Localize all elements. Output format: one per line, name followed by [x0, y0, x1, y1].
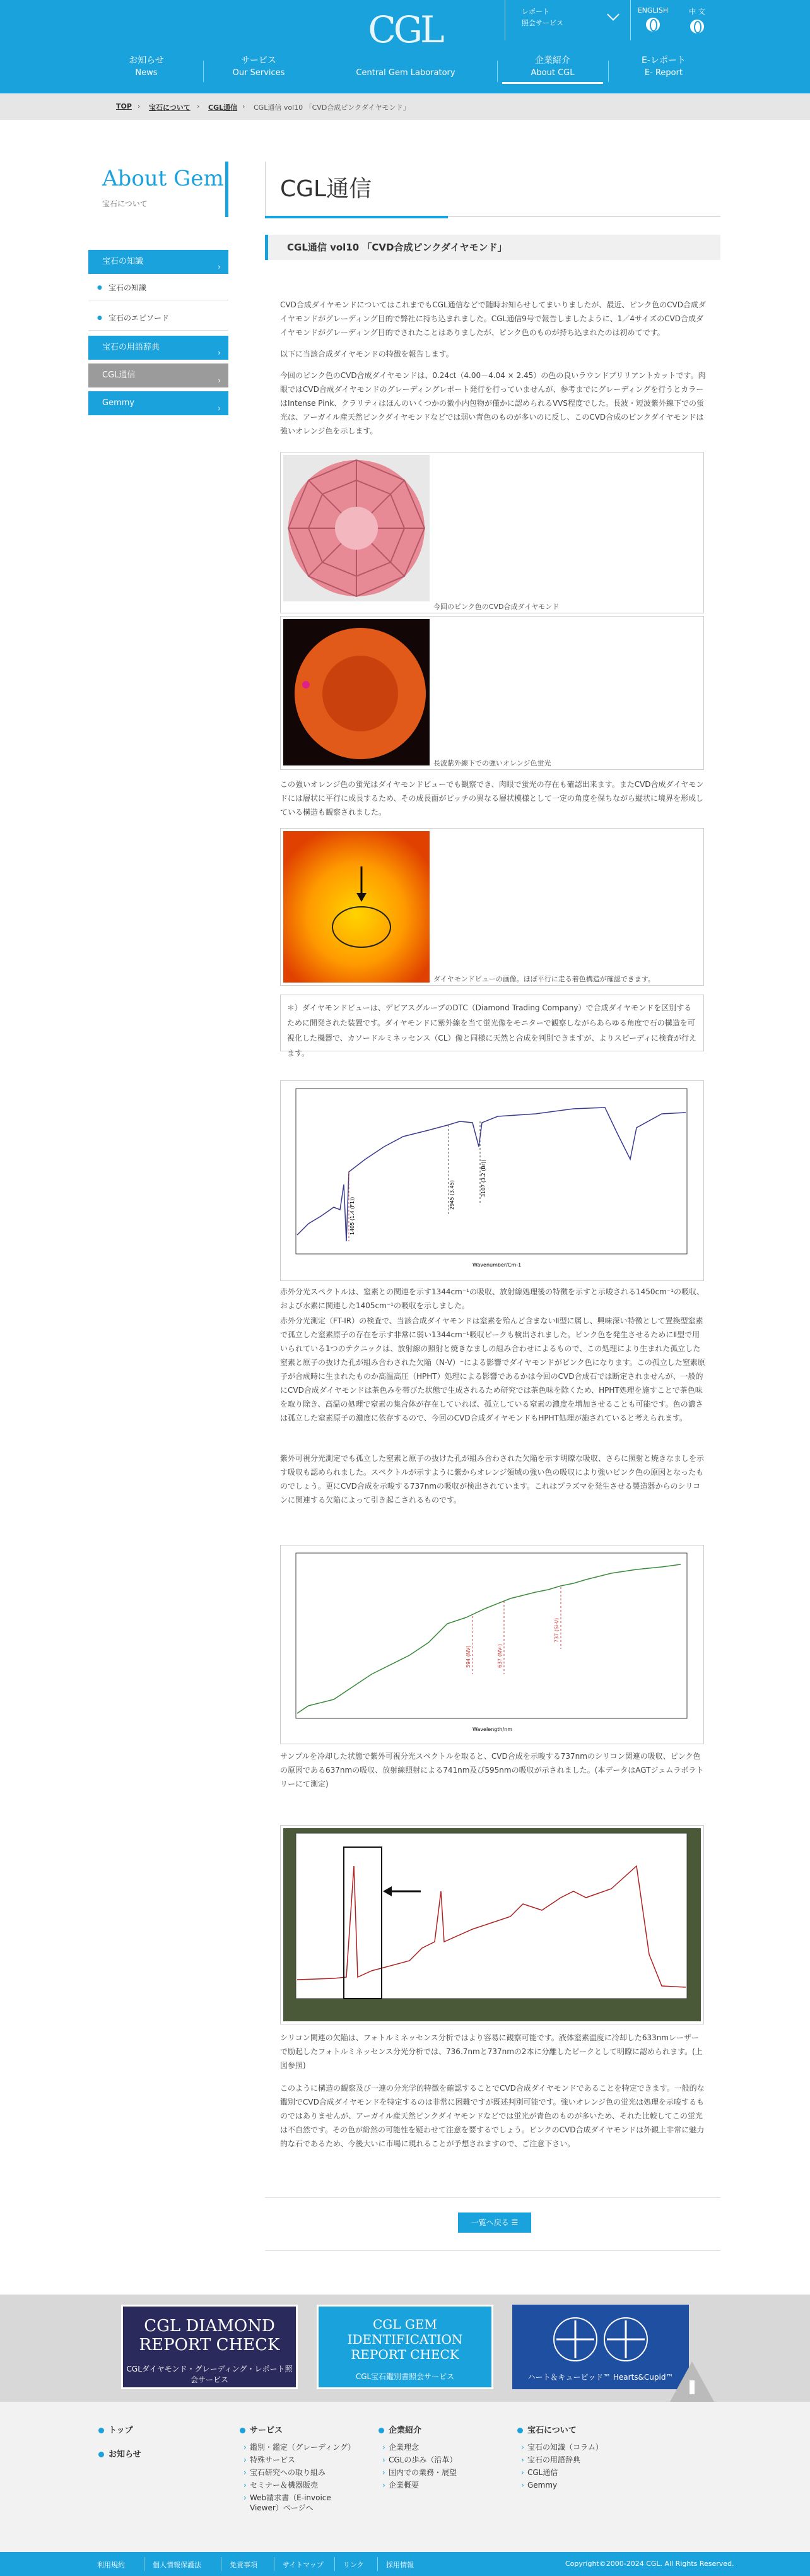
sidebar-item-label: 宝石のエピソード: [109, 314, 170, 322]
sidebar-item-label: CGL通信: [102, 370, 136, 380]
footer-col-about: [379, 2426, 457, 2493]
footer-link[interactable]: › 宝石研究への取り組み: [240, 2467, 355, 2478]
footer-link-sitemap[interactable]: サイトマップ: [283, 2561, 324, 2569]
footer-link[interactable]: › 企業概要: [379, 2480, 457, 2490]
pl-spectrum-chart: [283, 1828, 701, 2021]
banner-title: CGL GEM IDENTIFICATION REPORT CHECK: [347, 2317, 463, 2362]
sidebar-title: About Gem: [102, 166, 224, 191]
paragraph: シリコン関連の欠陥は、フォトルミネッセンス分析ではより容易に観察可能です。液体窒素温度に冷却した633nmレーザーで励起したフォトルミネッセンス分光分析では、736.7nmと737nmの2本に分離したピークとして明瞭に認められます。(上図参照): [280, 2033, 703, 2070]
ir-spectrum-chart: [283, 1084, 701, 1277]
uv-peak-label: 737 (Si-V): [554, 1617, 560, 1643]
breadcrumb-about-gem[interactable]: 宝石について: [149, 103, 191, 112]
nav-services[interactable]: [208, 54, 309, 80]
sidebar-item-cgl-news[interactable]: [88, 363, 228, 387]
title-accent-bar: [265, 216, 448, 218]
paragraph: サンプルを冷却した状態で紫外可視分光スペクトルを取ると、CVD合成を示唆する737nmのシリコン関連の吸収、ピンク色の原因である637nmの吸収、放射線照射による741nm及び595nmの吸収が示されました。(本データはAGTジェムラボラトリーにて測定): [280, 1752, 704, 1788]
banner-subtitle: ハート＆キューピッド™ Hearts&Cupid™: [527, 2373, 674, 2382]
footer-link-recruit[interactable]: 採用情報: [386, 2561, 414, 2569]
nav-news-ja: お知らせ: [129, 56, 164, 66]
banner-title: CGL DIAMOND REPORT CHECK: [139, 2317, 280, 2354]
figure-pink-diamond: [280, 452, 704, 613]
footer-heading[interactable]: 企業紹介: [379, 2426, 457, 2436]
sidebar-item-label: Gemmy: [102, 398, 135, 408]
back-to-list-button[interactable]: 一覧へ戻る ☰: [458, 2213, 531, 2233]
arrow-right-icon: ›: [218, 404, 221, 413]
uv-peak-label: 637 (NV-): [497, 1644, 503, 1668]
divider: [334, 2557, 335, 2571]
footer-link[interactable]: › Web請求書（E-invoice Viewer）ページへ: [240, 2493, 334, 2513]
sidebar-item-gemmy[interactable]: [88, 391, 228, 415]
nav-ereport[interactable]: [613, 54, 714, 80]
logo-mark: CGL: [368, 8, 442, 51]
figure-caption: ダイヤモンドビューの画像。ほぼ平行に走る着色構造が確認できます。: [433, 975, 655, 983]
footer-link[interactable]: › 企業理念: [379, 2442, 457, 2452]
uv-peak-label: 594 (NV): [466, 1645, 471, 1668]
footer-link-terms[interactable]: 利用規約: [97, 2561, 125, 2569]
sidebar-item-glossary[interactable]: [88, 336, 228, 360]
paragraph: CVD合成ダイヤモンドについてはこれまでもCGL通信などで随時お知らせしてまいりましたが、最近、ピンク色のCVD合成ダイヤモンドがグレーディング目的で弊社に持ち込まれました。CGL通信9号で報告しましたように、1／4サイズのCVD合成ダイヤモンドがグレーディング目的でされたことはありましたが、ピンク色のものが持ち込まれたのは初めてです。: [280, 300, 706, 337]
figure-pl-spectrum: [280, 1825, 704, 2024]
lang-english-label: ENGLISH: [637, 6, 669, 15]
footer-link[interactable]: › セミナー＆機器販売: [240, 2480, 355, 2490]
article-title: CGL通信 vol10 「CVD合成ピンクダイヤモンド」: [265, 235, 720, 260]
paragraph: この強いオレンジ色の蛍光はダイヤモンドビューでも観察でき、肉眼で蛍光の存在も確認出来ます。またCVD合成ダイヤモンドには層状に平行に成長するため、その成長面がピッチの異なる層状模様として一定の角度を保ちながら縦状に境界を形成している構造も観察されました。: [280, 780, 704, 817]
site-footer: [0, 2402, 810, 2552]
footer-link-disclaimer[interactable]: 免責事項: [230, 2561, 257, 2569]
footer-link[interactable]: › CGLの歩み（沿革）: [379, 2455, 457, 2465]
footer-link[interactable]: › 鑑別・鑑定（グレーディング）: [240, 2442, 355, 2452]
paragraph: 赤外分光スペクトルは、窒素との関連を示す1344cm⁻¹の吸収、放射線処理後の特徴を示すと示唆される1450cm⁻¹の吸収、および水素に関連した1405cm⁻¹の吸収を示しました。: [280, 1287, 704, 1310]
breadcrumb-sep: ›: [138, 102, 141, 110]
nav-divider: [497, 61, 498, 82]
nav-ereport-en: E- Report: [644, 68, 683, 78]
nav-services-ja: サービス: [241, 56, 276, 66]
divider: [265, 2250, 720, 2251]
footer-heading[interactable]: サービス: [240, 2426, 355, 2436]
nav-divider: [608, 61, 609, 82]
footer-link[interactable]: › 宝石の用語辞典: [517, 2455, 603, 2465]
figure-ir-spectrum: [280, 1080, 704, 1281]
uv-xaxis-label: Wavelength/nm: [472, 1727, 513, 1732]
sidebar-accent-bar: [225, 162, 228, 217]
pink-diamond-image: [283, 455, 430, 601]
site-header: [0, 0, 810, 93]
paragraph: 今回のピンク色のCVD合成ダイヤモンドは、0.24ct（4.00－4.04 × 2.45）の色の良いラウンドブリリアントカットです。肉眼ではCVD合成ダイヤモンドのグレーディングレポート発行を行っていませんが、参考までにグレーディングを行うとカラーはIntense Pink、クラリティはほんのいくつかの微小内包物が僅かに認められるVVS程度でした。長波・短波紫外線下での蛍光は、アーガイル産天然ピンクダイヤモンドなどでは弱い青色のものが多いのに反し、このCVD合成のピンクダイヤモンドは強いオレンジ色を示します。: [280, 371, 706, 435]
uv-spectrum-chart: [283, 1548, 701, 1741]
lang-chinese-link[interactable]: [675, 6, 719, 33]
nav-about-ja: 企業紹介: [535, 56, 570, 66]
lang-chinese-label: 中 文: [689, 8, 705, 16]
ir-peak-label: 3107 (3.2 (Br)): [481, 1159, 486, 1197]
sidebar-subitem-episode[interactable]: [88, 305, 228, 331]
sidebar-item-label: 宝石の知識: [102, 257, 144, 266]
divider: [377, 2557, 378, 2571]
figure-caption: 今回のピンク色のCVD合成ダイヤモンド: [433, 603, 560, 611]
paragraph: 以下に当該合成ダイヤモンドの特徴を報告します。: [280, 350, 454, 358]
footer-link-news[interactable]: お知らせ: [98, 2450, 141, 2460]
footer-link[interactable]: › 国内での業務・展望: [379, 2467, 457, 2478]
nav-services-en: Our Services: [232, 68, 285, 78]
sidebar-item-label: 宝石の知識: [109, 283, 147, 292]
footer-link-privacy[interactable]: 個人情報保護法: [153, 2561, 201, 2569]
ir-peak-label: 2945 (3.45): [449, 1180, 455, 1210]
footer-link-links[interactable]: リンク: [343, 2561, 364, 2569]
diamondview-image: [283, 831, 430, 983]
gem-identification-banner[interactable]: [317, 2305, 493, 2389]
nav-divider: [203, 61, 204, 82]
sidebar-header: [88, 162, 228, 209]
breadcrumb-sep: ›: [197, 102, 200, 110]
nav-home-en: Central Gem Laboratory: [356, 68, 455, 78]
footer-link-top[interactable]: トップ: [98, 2426, 141, 2436]
footer-col-gem: [517, 2426, 603, 2493]
copyright: Copyright©2000-2024 CGL. All Rights Reserved.: [565, 2560, 734, 2568]
nav-about-cgl[interactable]: [502, 54, 603, 84]
footer-link[interactable]: › CGL通信: [517, 2467, 603, 2478]
banner-subtitle: CGL宝石鑑別書照会サービス: [355, 2372, 455, 2381]
figure-diamondview: [280, 828, 704, 986]
main-content: [265, 162, 720, 2227]
breadcrumb-top[interactable]: TOP: [116, 102, 132, 110]
paragraph: 赤外分光測定（FT-IR）の検査で、当該合成ダイヤモンドは窒素を殆んど含まないⅡ型に属し、興味深い特徴として置換型窒素で孤立した窒素原子の存在を示す非常に弱い1344cm⁻¹吸収ピークも検出されました。ピンク色を発生させるためにⅡ型で用いられている1つのテクニックは、放射線の照射と焼きなましの組み合わせによるもので、この処理により生まれた孤立した窒素と原子の抜けた孔が組み合わされた欠陥（N-V）⁻による影響でダイヤモンドがピンク色になります。この孤立した窒素原子が合成時に生まれたものか高温高圧（HPHT）処理による影響であるかは今回のCVD合成石では断定されませんが、一般的にCVD合成ダイヤモンドは茶色みを帯びた状態で生成されるため研究では茶色味を除くため、HPHT処理を施すことで茶色味を取り除き、高温の処理で窒素の集合体が存在していれば、孤立している窒素の濃度を増加させることも可能です。色の濃さは孤立した窒素原子の濃度に依存するので、今回のCVD合成ダイヤモンドもHPHT処理が施されていると考えられます。: [280, 1316, 705, 1422]
breadcrumb-current: CGL通信 vol10 「CVD合成ピンクダイヤモンド」: [254, 103, 410, 112]
site-logo[interactable]: [367, 9, 443, 62]
ir-xaxis-label: Wavenumber/Cm-1: [472, 1262, 522, 1268]
globe-icon: [646, 18, 660, 32]
report-label-2: 照会サービス: [522, 19, 563, 27]
figure-caption: 長波紫外線下での強いオレンジ色蛍光: [433, 759, 551, 767]
footer-col-top: [98, 2426, 141, 2466]
diamondview-note: ＊）ダイヤモンドビューは、デビアスグループのDTC（Diamond Trading Company）で合成ダイヤモンドを区別するために開発された装置です。ダイヤモンドに紫外線を当て蛍光像をモニターで観察しながらあらゆる角度で石の構造を可視化した機器で、カソードルミネッセンス（CL）像と同様に天然と合成を判別できますが、よりスピーディに検査が行えます。: [280, 995, 704, 1051]
banner-subtitle: CGLダイヤモンド・グレーディング・レポート照会サービス: [126, 2365, 293, 2384]
breadcrumb: [0, 93, 810, 120]
lang-english-link[interactable]: [631, 6, 675, 32]
nav-home[interactable]: [355, 67, 456, 80]
breadcrumb-cgl-news[interactable]: CGL通信: [208, 103, 238, 112]
report-label-1: レポート: [522, 8, 549, 16]
hearts-arrows-image: [537, 2311, 664, 2368]
arrow-right-icon: ›: [218, 376, 221, 385]
nav-news[interactable]: [96, 54, 197, 80]
hearts-cupid-banner[interactable]: [512, 2305, 689, 2389]
nav-about-en: About CGL: [531, 68, 575, 78]
back-to-list-label: 一覧へ戻る: [471, 2218, 509, 2227]
nav-news-en: News: [135, 68, 158, 78]
figure-uv-spectrum: [280, 1545, 704, 1744]
arrow-right-icon: ›: [218, 348, 221, 357]
report-check-dropdown[interactable]: [505, 0, 631, 40]
figure-fluorescence: [280, 616, 704, 770]
footer-heading[interactable]: 宝石について: [517, 2426, 603, 2436]
footer-bottom-bar: [0, 2552, 810, 2576]
footer-col-services: [240, 2426, 355, 2515]
sidebar-item-knowledge[interactable]: [88, 250, 228, 274]
footer-link[interactable]: › 宝石の知識（コラム）: [517, 2442, 603, 2452]
sidebar-subtitle: 宝石について: [102, 199, 148, 208]
diamond-report-check-banner[interactable]: [121, 2305, 298, 2389]
footer-link[interactable]: › Gemmy: [517, 2480, 603, 2490]
paragraph: 紫外可視分光測定でも孤立した窒素と原子の抜けた孔が組み合わされた欠陥を示す明瞭な吸収、さらに照射と焼きなましを示す吸収も認められました。スペクトルが示すように紫からオレンジ領域の強い色の吸収により強いピンク色の原因となったものでしょう。更にCVD合成を示唆する737nmの吸収が検出されています。これはプラズマを発生させる製造器からのシリコンに関連する欠陥によって引き起こされるものです。: [280, 1454, 705, 1504]
fluorescence-image: [283, 619, 430, 765]
globe-icon: [690, 20, 704, 33]
divider: [265, 2197, 720, 2198]
nav-ereport-ja: E-レポート: [642, 56, 686, 66]
sidebar-subitem-knowledge[interactable]: [88, 275, 228, 300]
page-title: CGL通信: [265, 162, 720, 217]
breadcrumb-sep: ›: [242, 102, 245, 110]
ir-peak-label: 1405 (1.4 (F1)): [349, 1196, 355, 1235]
paragraph: このように構造の観察及び一連の分光学的特徴を確認することでCVD合成ダイヤモンドであることを特定できます。一般的な鑑別でCVD合成ダイヤモンドを特定するのは非常に困難ですが既述判別可能です。強いオレンジ色の蛍光は処理を示唆するものではありませんが、アーガイル産天然ピンクダイヤモンドなどでは蛍光が青色のものが多いため、それた比較してこの蛍光は不自然です。その色が紛然の可能性を疑わせて注意を要するでしょう。ピンクのCVD合成ダイヤモンドは外観上非常に魅力的な石であるため、今後大いに市場に現れることが予想されますので、ご注意下さい。: [280, 2084, 705, 2148]
arrow-right-icon: ›: [218, 263, 221, 271]
sidebar-item-label: 宝石の用語辞典: [102, 343, 160, 352]
footer-link[interactable]: › 特殊サービス: [240, 2455, 355, 2465]
